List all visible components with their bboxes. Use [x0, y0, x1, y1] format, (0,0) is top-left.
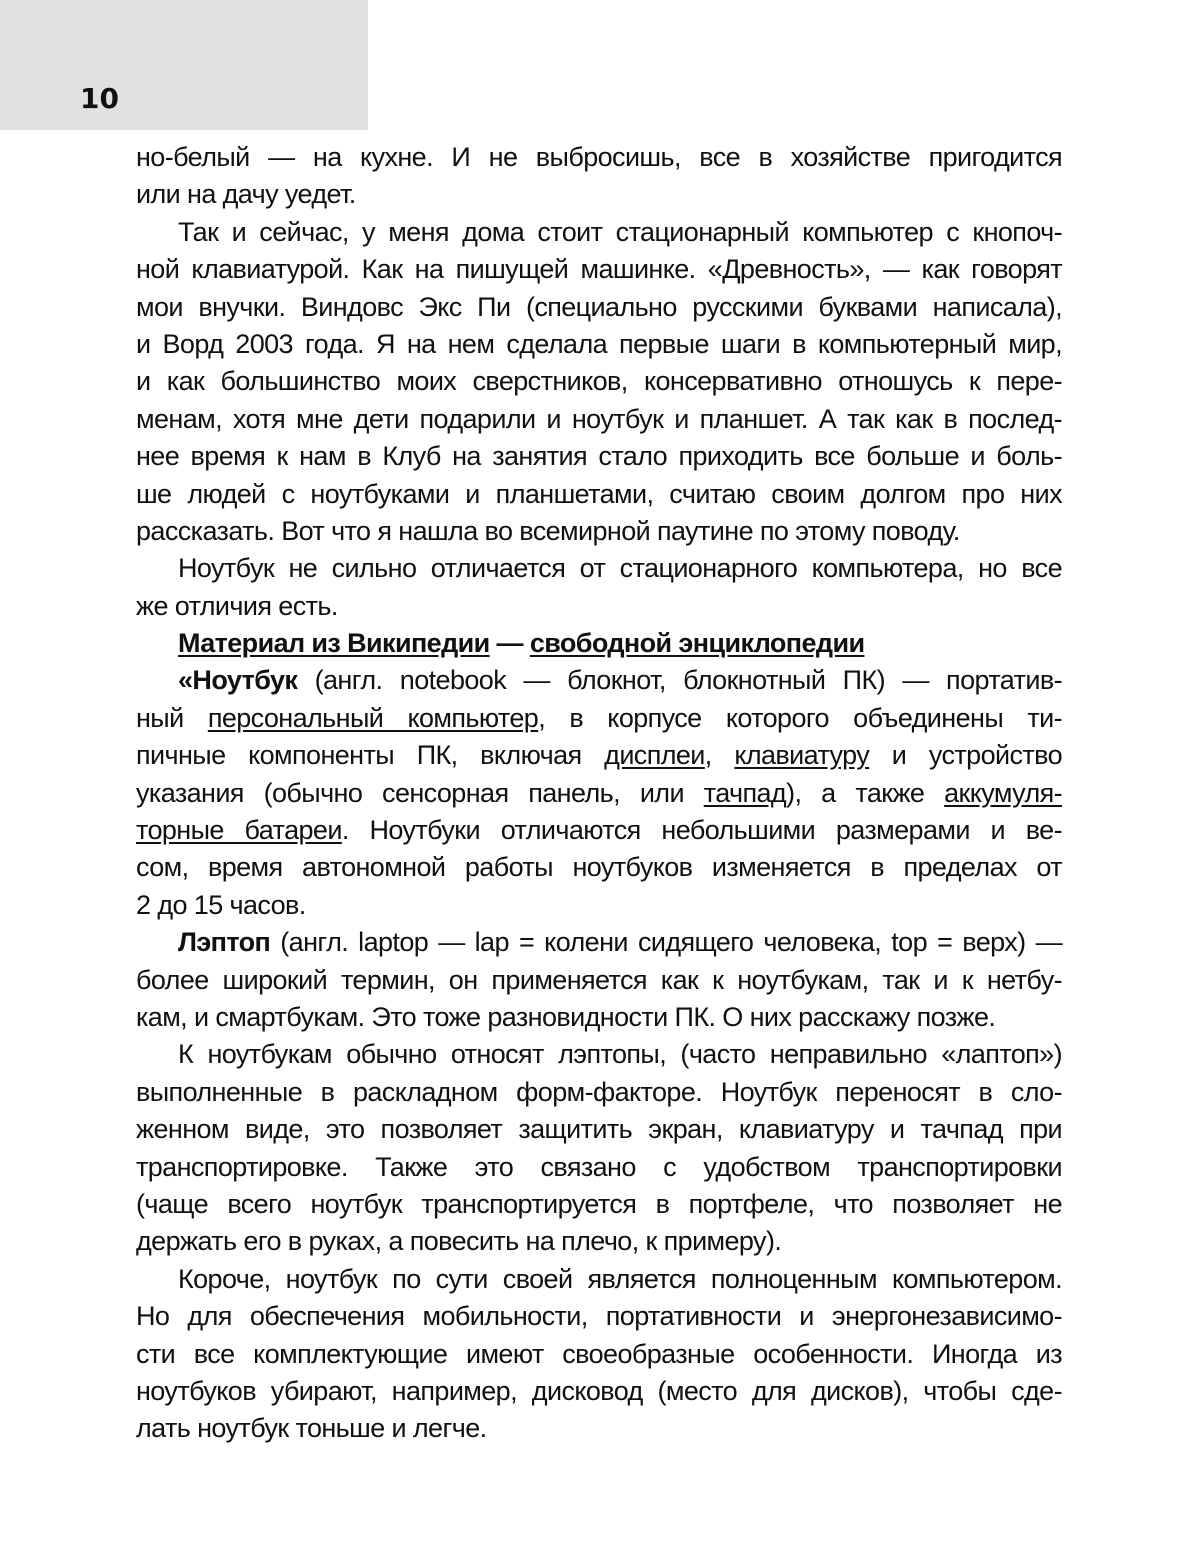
page-content — [136, 139, 1062, 1448]
paragraph-difference — [136, 550, 1062, 625]
text-span: и устройство — [869, 740, 1062, 771]
text-line: Короче, ноутбук по сути своей является полноценным компьютером. — [178, 1263, 1062, 1294]
text-line — [136, 700, 1062, 737]
paragraph-notebook-definition — [136, 662, 1062, 924]
link-keyboard[interactable]: клавиатуру — [734, 740, 870, 771]
text-line: и Ворд 2003 года. Я на нем сделала первые шаги в компьютерный мир, — [136, 328, 1062, 359]
heading-dash: — — [489, 628, 530, 659]
text-span: пичные компоненты ПК, включая — [136, 740, 605, 771]
text-line: и как большинство моих сверстников, консервативно отношусь к пере- — [136, 366, 1062, 397]
text-span: . Ноутбуки отличаются небольшими размерами и ве- — [341, 815, 1062, 846]
term-notebook: «Ноутбук — [178, 665, 298, 696]
text-line — [136, 737, 1062, 774]
text-line: кам, и смартбукам. Это тоже разновидности ПК. О них расскажу позже. — [136, 1001, 996, 1032]
heading-line — [136, 625, 1062, 662]
text-span: (англ. laptop — lap = колени сидящего человека, top = верх) — — [270, 927, 1062, 958]
text-line: Ноутбук не сильно отличается от стационарного компьютера, но все — [178, 553, 1062, 584]
paragraph-continuation — [136, 139, 1062, 214]
paragraph-laptop-definition — [136, 924, 1062, 1036]
text-line: менам, хотя мне дети подарили и ноутбук и планшет. А так как в послед- — [136, 403, 1062, 434]
text-line: женном виде, это позволяет защитить экран, клавиатуру и тачпад при — [136, 1114, 1062, 1145]
text-line: 2 до 15 часов. — [136, 889, 306, 920]
text-line: мои внучки. Виндовс Экс Пи (специально русскими буквами написала), — [136, 291, 1062, 322]
paragraph-form-factor — [136, 1036, 1062, 1260]
text-line: же отличия есть. — [136, 590, 338, 621]
text-span: , — [704, 740, 735, 771]
text-line — [136, 662, 1062, 699]
text-span: ный — [136, 702, 208, 733]
text-line — [136, 924, 1062, 961]
page-header-block — [0, 0, 368, 130]
page-number: 10 — [80, 82, 119, 115]
link-displays[interactable]: дисплеи — [604, 740, 705, 771]
text-line: нее время к нам в Клуб на занятия стало приходить все больше и боль- — [136, 441, 1062, 472]
text-line: ной клавиатурой. Как на пишущей машинке. «Древность», — как говорят — [136, 254, 1062, 285]
text-line: Так и сейчас, у меня дома стоит стационарный компьютер с кнопоч- — [178, 216, 1062, 247]
free-encyclopedia-link[interactable]: свободной энциклопедии — [529, 628, 865, 659]
text-line: ноутбуков убирают, например, дисковод (место для дисков), чтобы сде- — [136, 1375, 1062, 1406]
text-line: но-белый — на кухне. И не выбросишь, все в хозяйстве пригодится — [136, 142, 1062, 172]
text-span: , в корпусе которого объединены ти- — [538, 702, 1062, 733]
text-line — [136, 812, 1062, 849]
text-line — [136, 775, 1062, 812]
text-span: указания (обычно сенсорная панель, или — [136, 777, 704, 808]
text-line: или на дачу уедет. — [136, 179, 356, 210]
text-line: Но для обеспечения мобильности, портативности и энергонезависимо- — [136, 1301, 1062, 1332]
text-line: лать ноутбук тоньше и легче. — [136, 1413, 487, 1444]
link-batteries[interactable]: торные батареи — [136, 815, 342, 846]
text-line: выполненные в раскладном форм-факторе. Ноутбук переносят в сло- — [136, 1076, 1062, 1107]
text-line: рассказать. Вот что я нашла во всемирной паутине по этому поводу. — [136, 515, 960, 546]
text-line: (чаще всего ноутбук транспортируется в портфеле, что позволяет не — [136, 1188, 1062, 1219]
wikipedia-heading — [136, 625, 1062, 662]
text-line: сом, время автономной работы ноутбуков изменяется в пределах от — [136, 852, 1062, 883]
term-laptop: Лэптоп — [178, 927, 271, 958]
paragraph-summary — [136, 1261, 1062, 1448]
link-batteries[interactable]: аккумуля- — [944, 777, 1063, 808]
text-span: (англ. notebook — блокнот, блокнотный ПК) — портатив- — [297, 665, 1062, 696]
text-line: более широкий термин, он применяется как к ноутбукам, так и к нетбу- — [136, 964, 1062, 995]
link-personal-computer[interactable]: персональный компьютер — [207, 702, 539, 733]
text-line: транспортировке. Также это связано с удобством транспортировки — [136, 1151, 1062, 1182]
wikipedia-link[interactable]: Материал из Википедии — [178, 628, 490, 659]
text-line: ше людей с ноутбуками и планшетами, считаю своим долгом про них — [136, 478, 1062, 509]
paragraph-personal-computer — [136, 214, 1062, 551]
text-span: ), а также — [786, 777, 945, 808]
text-line: сти все комплектующие имеют своеобразные особенности. Иногда из — [136, 1338, 1062, 1369]
link-touchpad[interactable]: тачпад — [703, 777, 787, 808]
text-line: держать его в руках, а повесить на плечо, к примеру). — [136, 1226, 782, 1257]
text-line: К ноутбукам обычно относят лэптопы, (часто неправильно «лаптоп») — [178, 1039, 1062, 1070]
